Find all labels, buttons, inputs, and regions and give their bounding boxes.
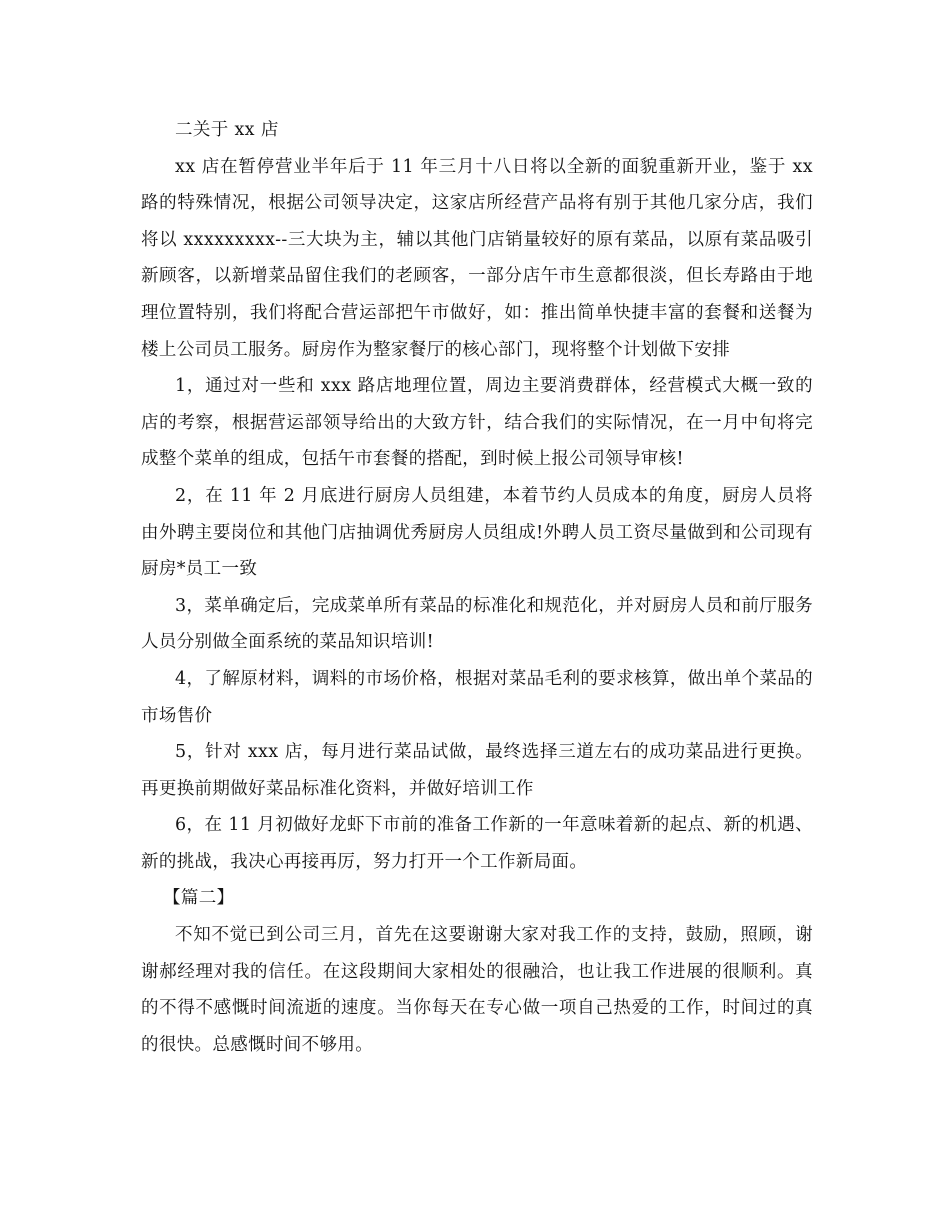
intro-paragraph: xx 店在暂停营业半年后于 11 年三月十八日将以全新的面貌重新开业，鉴于 xx 路的特殊情况，根据公司领导决定，这家店所经营产品将有别于其他几家分店，我们将以 xxxxxxxxx--三大块为主，辅以其他门店销量较好的原有菜品，以原有菜品吸引新顾客，以新增菜品留住我们的老顾客，一部分店午市生意都很淡，但长寿路由于地理位置特别，我们将配合营运部把午市做好，如：推出简单快捷丰富的套餐和送餐为楼上公司员工服务。厨房作为整家餐厅的核心部门，现将整个计划做下安排 xyxy=(141,156,813,360)
closing-paragraph: 不知不觉已到公司三月，首先在这要谢谢大家对我工作的支持，鼓励，照顾，谢谢郝经理对我的信任。在这段期间大家相处的很融洽，也让我工作进展的很顺利。真的不得不感慨时间流逝的速度。当你每天在专心做一项自己热爱的工作，时间过的真的很快。总感慨时间不够用。 xyxy=(141,925,813,1055)
document-body xyxy=(141,112,813,1063)
list-item-6: 6，在 11 月初做好龙虾下市前的准备工作新的一年意味着新的起点、新的机遇、新的挑战，我决心再接再厉，努力打开一个工作新局面。 xyxy=(141,815,813,872)
list-item-1: 1，通过对一些和 xxx 路店地理位置，周边主要消费群体，经营模式大概一致的店的考察，根据营运部领导给出的大致方针，结合我们的实际情况，在一月中旬将完成整个菜单的组成，包括午市套餐的搭配，到时候上报公司领导审核! xyxy=(141,376,813,470)
list-item-3: 3，菜单确定后，完成菜单所有菜品的标准化和规范化，并对厨房人员和前厅服务人员分别做全面系统的菜品知识培训! xyxy=(141,595,813,653)
list-item-4: 4，了解原材料，调料的市场价格，根据对菜品毛利的要求核算，做出单个菜品的市场售价 xyxy=(141,668,813,726)
list-item-2: 2，在 11 年 2 月底进行厨房人员组建，本着节约人员成本的角度，厨房人员将由外聘主要岗位和其他门店抽调优秀厨房人员组成!外聘人员工资尽量做到和公司现有厨房*员工一致 xyxy=(141,485,813,580)
section-title: 【篇二】 xyxy=(163,888,235,909)
list-item-5: 5，针对 xxx 店，每月进行菜品试做，最终选择三道左右的成功菜品进行更换。再更换前期做好菜品标准化资料，并做好培训工作 xyxy=(141,742,813,799)
heading: 二关于 xx 店 xyxy=(175,120,279,140)
